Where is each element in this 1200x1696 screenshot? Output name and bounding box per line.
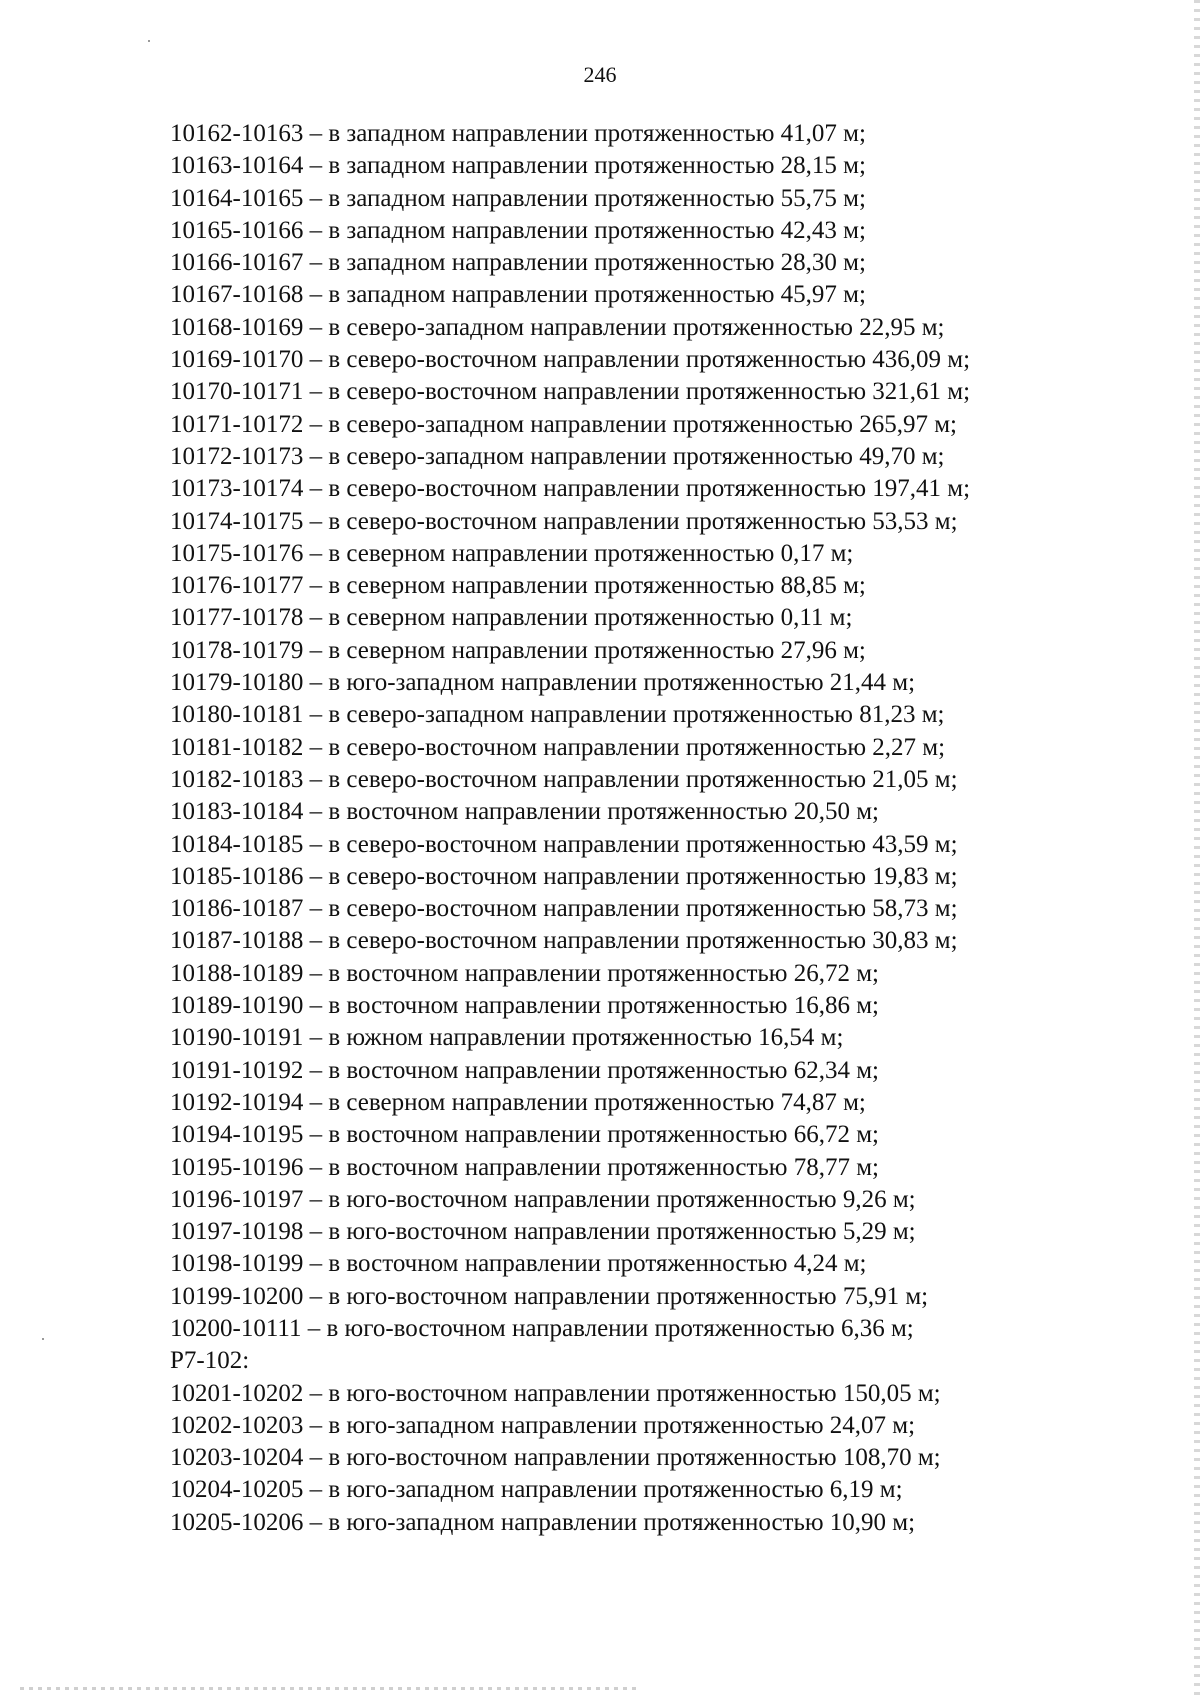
segment-line: 10184-10185 – в северо-восточном направлении протяженностью 43,59 м; — [170, 830, 958, 858]
segment-line: 10165-10166 – в западном направлении протяженностью 42,43 м; — [170, 216, 866, 244]
segment-line: 10199-10200 – в юго-восточном направлении протяженностью 75,91 м; — [170, 1282, 929, 1310]
scan-edge-artifact — [1194, 0, 1200, 1696]
section-heading: Р7-102: — [170, 1347, 250, 1375]
segment-line: 10191-10192 – в восточном направлении протяженностью 62,34 м; — [170, 1056, 879, 1084]
segment-line: 10181-10182 – в северо-восточном направлении протяженностью 2,27 м; — [170, 733, 946, 761]
segment-line: 10168-10169 – в северо-западном направлении протяженностью 22,95 м; — [170, 313, 945, 341]
segment-line: 10197-10198 – в юго-восточном направлении протяженностью 5,29 м; — [170, 1218, 916, 1246]
page-number: 246 — [583, 62, 617, 87]
segment-line: 10174-10175 – в северо-восточном направлении протяженностью 53,53 м; — [170, 507, 958, 535]
scan-speck — [148, 40, 150, 42]
segment-line: 10192-10194 – в северном направлении протяженностью 74,87 м; — [170, 1088, 866, 1116]
segment-line: 10202-10203 – в юго-западном направлении протяженностью 24,07 м; — [170, 1411, 916, 1439]
segment-line: 10175-10176 – в северном направлении протяженностью 0,17 м; — [170, 539, 854, 567]
boundary-segment-list — [170, 118, 1110, 1539]
segment-line: 10167-10168 – в западном направлении протяженностью 45,97 м; — [170, 281, 866, 309]
segment-line: 10178-10179 – в северном направлении протяженностью 27,96 м; — [170, 636, 866, 664]
segment-line: 10194-10195 – в восточном направлении протяженностью 66,72 м; — [170, 1121, 879, 1149]
segment-line: 10198-10199 – в восточном направлении протяженностью 4,24 м; — [170, 1250, 867, 1278]
segment-line: 10195-10196 – в восточном направлении протяженностью 78,77 м; — [170, 1153, 879, 1181]
segment-line: 10190-10191 – в южном направлении протяженностью 16,54 м; — [170, 1024, 844, 1052]
segment-line: 10163-10164 – в западном направлении протяженностью 28,15 м; — [170, 152, 866, 180]
segment-line: 10186-10187 – в северо-восточном направлении протяженностью 58,73 м; — [170, 895, 958, 923]
segment-line: 10189-10190 – в восточном направлении протяженностью 16,86 м; — [170, 992, 879, 1020]
segment-line: 10196-10197 – в юго-восточном направлении протяженностью 9,26 м; — [170, 1185, 916, 1213]
scan-bottom-artifact — [20, 1687, 640, 1690]
segment-line: 10201-10202 – в юго-восточном направлении протяженностью 150,05 м; — [170, 1379, 941, 1407]
segment-line: 10170-10171 – в северо-восточном направлении протяженностью 321,61 м; — [170, 378, 971, 406]
segment-line: 10179-10180 – в юго-западном направлении протяженностью 21,44 м; — [170, 669, 916, 697]
segment-line: 10182-10183 – в северо-восточном направлении протяженностью 21,05 м; — [170, 765, 958, 793]
segment-line: 10180-10181 – в северо-западном направлении протяженностью 81,23 м; — [170, 701, 945, 729]
segment-line: 10183-10184 – в восточном направлении протяженностью 20,50 м; — [170, 798, 879, 826]
segment-line: 10203-10204 – в юго-восточном направлении протяженностью 108,70 м; — [170, 1444, 941, 1472]
segment-line: 10172-10173 – в северо-западном направлении протяженностью 49,70 м; — [170, 442, 945, 470]
segment-line: 10173-10174 – в северо-восточном направлении протяженностью 197,41 м; — [170, 475, 971, 503]
scan-speck — [42, 1338, 44, 1340]
segment-line: 10205-10206 – в юго-западном направлении протяженностью 10,90 м; — [170, 1508, 916, 1536]
segment-line: 10187-10188 – в северо-восточном направлении протяженностью 30,83 м; — [170, 927, 958, 955]
segment-line: 10164-10165 – в западном направлении протяженностью 55,75 м; — [170, 184, 866, 212]
segment-line: 10188-10189 – в восточном направлении протяженностью 26,72 м; — [170, 959, 879, 987]
segment-line: 10200-10111 – в юго-восточном направлении протяженностью 6,36 м; — [170, 1314, 914, 1342]
segment-line: 10177-10178 – в северном направлении протяженностью 0,11 м; — [170, 604, 853, 632]
segment-line: 10171-10172 – в северо-западном направлении протяженностью 265,97 м; — [170, 410, 957, 438]
segment-line: 10162-10163 – в западном направлении протяженностью 41,07 м; — [170, 120, 866, 147]
segment-line: 10176-10177 – в северном направлении протяженностью 88,85 м; — [170, 572, 866, 600]
segment-line: 10169-10170 – в северо-восточном направлении протяженностью 436,09 м; — [170, 346, 971, 374]
segment-line: 10166-10167 – в западном направлении протяженностью 28,30 м; — [170, 249, 866, 277]
segment-line: 10185-10186 – в северо-восточном направлении протяженностью 19,83 м; — [170, 862, 958, 890]
segment-line: 10204-10205 – в юго-западном направлении протяженностью 6,19 м; — [170, 1476, 903, 1504]
